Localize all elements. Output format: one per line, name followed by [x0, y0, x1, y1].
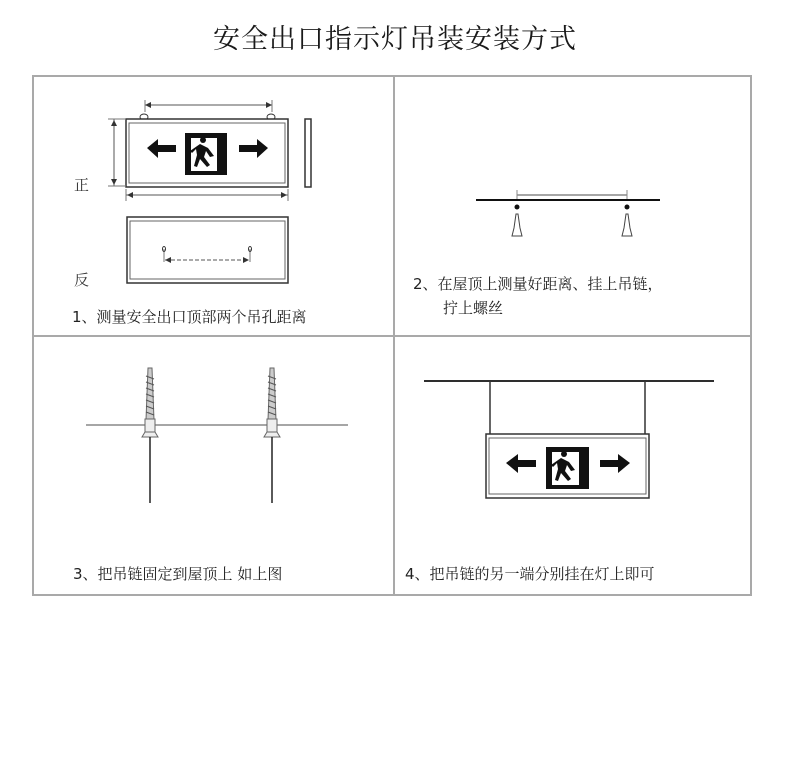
- front-label: 正: [74, 176, 90, 194]
- page-title: 安全出口指示灯吊装安装方式: [213, 24, 577, 55]
- step-3-caption: 3、把吊链固定到屋顶上 如上图: [73, 565, 283, 583]
- step-1-caption: 1、测量安全出口顶部两个吊孔距离: [72, 308, 307, 326]
- back-label: 反: [74, 271, 90, 289]
- step-2-caption-line1: 2、在屋顶上测量好距离、挂上吊链，: [413, 275, 663, 293]
- step-4-caption: 4、把吊链的另一端分别挂在灯上即可: [405, 565, 655, 583]
- step-2-caption-line2: 拧上螺丝: [443, 299, 504, 317]
